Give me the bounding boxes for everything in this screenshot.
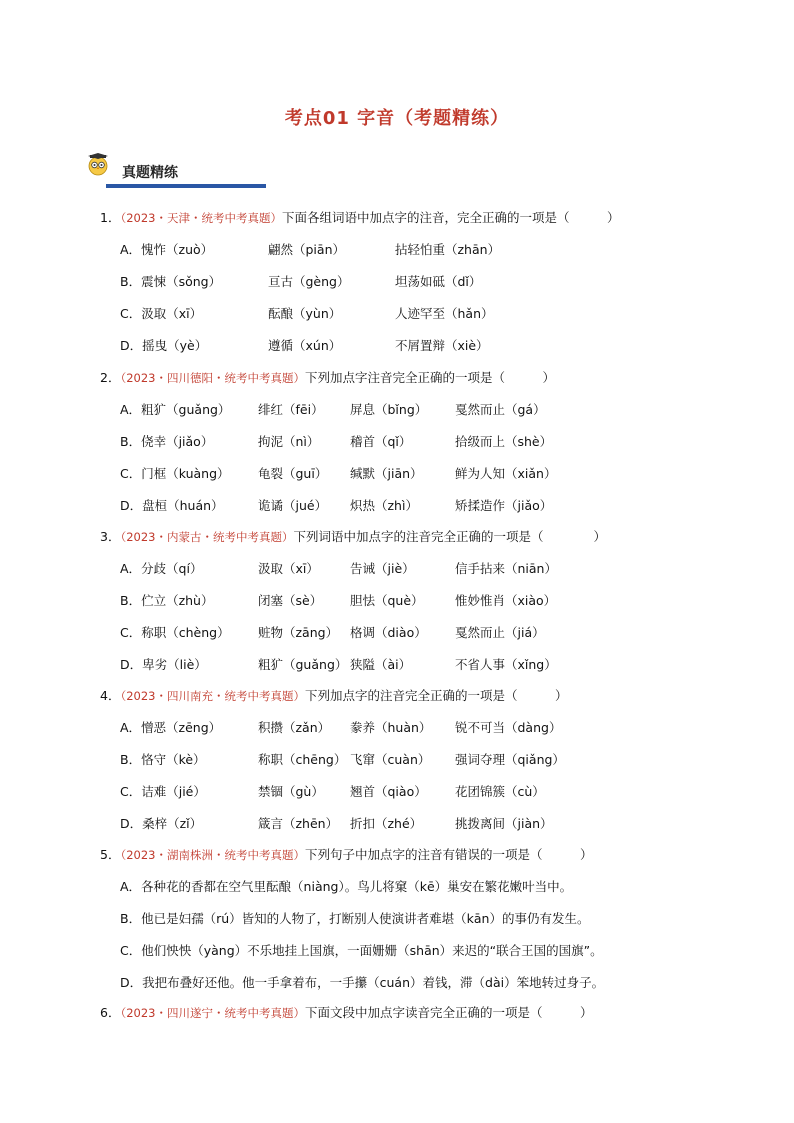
option-word: 人迹罕至（hǎn） bbox=[395, 306, 494, 321]
question-source: （2023・四川遂宁・统考中考真题） bbox=[120, 1006, 305, 1020]
question-number: 5． bbox=[100, 847, 121, 862]
option-item: C．称职（chèng） bbox=[120, 625, 230, 640]
question-source: （2023・湖南株洲・统考中考真题） bbox=[120, 848, 305, 862]
question-text: 下面文段中加点字读音完全正确的一项是（ ） bbox=[304, 1005, 593, 1020]
option-item: B．震悚（sǒng） bbox=[120, 274, 222, 289]
option-word: 绯红（fēi） bbox=[258, 402, 324, 417]
option-item: A．粗犷（guǎng） bbox=[120, 402, 231, 417]
option-item: D．卑劣（liè） bbox=[120, 657, 207, 672]
option-word: 积攒（zǎn） bbox=[258, 720, 331, 735]
section-underline bbox=[106, 184, 266, 188]
question-text: 下列词语中加点字的注音完全正确的一项是（ ） bbox=[293, 529, 606, 544]
option-word: 稽首（qǐ） bbox=[350, 434, 412, 449]
option-word: 坦荡如砥（dǐ） bbox=[395, 274, 482, 289]
question-source: （2023・四川南充・统考中考真题） bbox=[120, 689, 305, 703]
option-item: B．侥幸（jiǎo） bbox=[120, 434, 214, 449]
question-stem bbox=[100, 527, 606, 545]
question-stem bbox=[100, 368, 555, 386]
question-number: 2． bbox=[100, 370, 121, 385]
option-word: 不屑置辩（xiè） bbox=[395, 338, 489, 353]
option-word: 粗犷（guǎng） bbox=[258, 657, 348, 672]
option-word: 挑拨离间（jiàn） bbox=[455, 816, 553, 831]
option-item: A．憎恶（zēng） bbox=[120, 720, 222, 735]
question-stem bbox=[100, 1003, 592, 1021]
option-item: C．门框（kuàng） bbox=[120, 466, 230, 481]
option-word: 戛然而止（gá） bbox=[455, 402, 546, 417]
option-word: 告诫（jiè） bbox=[350, 561, 415, 576]
section-header bbox=[86, 150, 246, 190]
question-text: 下列加点字的注音完全正确的一项是（ ） bbox=[304, 688, 568, 703]
question-number: 4． bbox=[100, 688, 121, 703]
option-item: B．伫立（zhù） bbox=[120, 593, 214, 608]
option-word: 炽热（zhì） bbox=[350, 498, 418, 513]
option-word: 折扣（zhé） bbox=[350, 816, 423, 831]
option-word: 汲取（xī） bbox=[258, 561, 319, 576]
option-word: 赃物（zāng） bbox=[258, 625, 339, 640]
option-word: 翩然（piān） bbox=[268, 242, 345, 257]
option-word: 强词夺理（qiǎng） bbox=[455, 752, 565, 767]
option-word: 格调（diào） bbox=[350, 625, 427, 640]
question-number: 1． bbox=[100, 210, 121, 225]
question-number: 6． bbox=[100, 1005, 121, 1020]
option-item: C．诘难（jié） bbox=[120, 784, 206, 799]
option-word: 矫揉造作（jiǎo） bbox=[455, 498, 553, 513]
option-word: 狭隘（ài） bbox=[350, 657, 412, 672]
option-word: 飞窜（cuàn） bbox=[350, 752, 431, 767]
option-word: 豢养（huàn） bbox=[350, 720, 432, 735]
owl-mascot-icon bbox=[86, 152, 110, 176]
question-source: （2023・天津・统考中考真题） bbox=[120, 211, 282, 225]
option-word: 屏息（bǐng） bbox=[350, 402, 428, 417]
option-word: 酝酿（yùn） bbox=[268, 306, 342, 321]
question-source: （2023・四川德阳・统考中考真题） bbox=[120, 371, 305, 385]
option-item: A．各种花的香都在空气里酝酿（niàng）。鸟儿将窠（kē）巢安在繁花嫩叶当中。 bbox=[120, 879, 573, 894]
option-item: D．摇曳（yè） bbox=[120, 338, 208, 353]
option-word: 称职（chēng） bbox=[258, 752, 347, 767]
question-source: （2023・内蒙古・统考中考真题） bbox=[120, 530, 294, 544]
option-item: A．愧怍（zuò） bbox=[120, 242, 214, 257]
option-word: 信手拈来（niān） bbox=[455, 561, 557, 576]
option-item: C．他们怏怏（yàng）不乐地挂上国旗，一面姗姗（shān）来迟的“联合王国的国旗”。 bbox=[120, 943, 603, 958]
section-label: 真题精练 bbox=[122, 165, 178, 181]
option-word: 诡谲（jué） bbox=[258, 498, 328, 513]
option-word: 拈轻怕重（zhān） bbox=[395, 242, 501, 257]
option-word: 花团锦簇（cù） bbox=[455, 784, 545, 799]
question-stem bbox=[100, 686, 567, 704]
question-stem bbox=[100, 845, 592, 863]
option-item: B．恪守（kè） bbox=[120, 752, 206, 767]
option-word: 鲜为人知（xiǎn） bbox=[455, 466, 557, 481]
option-word: 惟妙惟肖（xiào） bbox=[455, 593, 557, 608]
option-word: 不省人事（xǐng） bbox=[455, 657, 557, 672]
option-word: 拾级而上（shè） bbox=[455, 434, 553, 449]
option-word: 龟裂（guī） bbox=[258, 466, 328, 481]
option-item: A．分歧（qí） bbox=[120, 561, 203, 576]
option-item: B．他已是妇孺（rú）皆知的人物了，打断别人使演讲者难堪（kān）的事仍有发生。 bbox=[120, 911, 590, 926]
option-word: 缄默（jiān） bbox=[350, 466, 423, 481]
question-number: 3． bbox=[100, 529, 121, 544]
option-item: D．我把布叠好还他。他一手拿着布，一手攥（cuán）着钱，滞（dài）笨地转过身子。 bbox=[120, 975, 605, 990]
option-word: 箴言（zhēn） bbox=[258, 816, 339, 831]
question-stem bbox=[100, 208, 619, 226]
option-word: 锐不可当（dàng） bbox=[455, 720, 562, 735]
option-word: 闭塞（sè） bbox=[258, 593, 323, 608]
option-item: C．汲取（xī） bbox=[120, 306, 203, 321]
option-word: 亘古（gèng） bbox=[268, 274, 350, 289]
option-word: 胆怯（què） bbox=[350, 593, 424, 608]
option-word: 禁锢（gù） bbox=[258, 784, 324, 799]
question-text: 下面各组词语中加点字的注音，完全正确的一项是（ ） bbox=[281, 210, 620, 225]
option-word: 戛然而止（jiá） bbox=[455, 625, 545, 640]
option-word: 翘首（qiào） bbox=[350, 784, 427, 799]
question-text: 下列句子中加点字的注音有错误的一项是（ ） bbox=[304, 847, 593, 862]
option-word: 遵循（xún） bbox=[268, 338, 342, 353]
question-text: 下列加点字注音完全正确的一项是（ ） bbox=[304, 370, 555, 385]
option-word: 拘泥（nì） bbox=[258, 434, 320, 449]
option-item: D．桑梓（zǐ） bbox=[120, 816, 203, 831]
option-item: D．盘桓（huán） bbox=[120, 498, 224, 513]
page-title: 考点01 字音（考题精练） bbox=[284, 108, 510, 129]
